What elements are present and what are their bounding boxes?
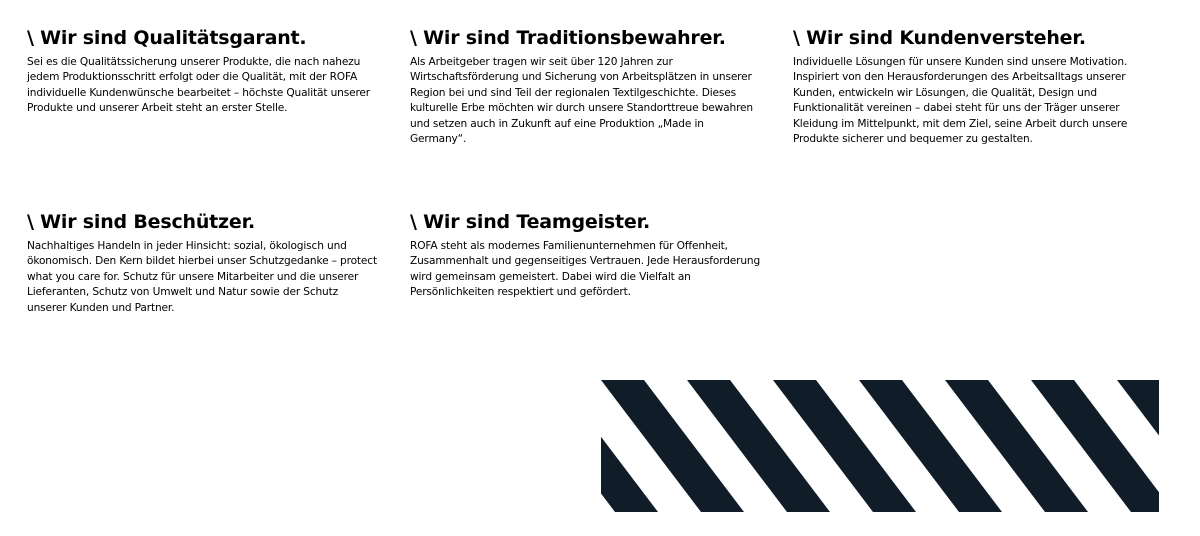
value-title-tradition: \ Wir sind Traditionsbewahrer. — [410, 27, 726, 49]
value-title-team: \ Wir sind Teamgeister. — [410, 211, 651, 233]
value-block-protector — [27, 210, 379, 316]
value-block-customer — [793, 26, 1145, 147]
value-text-protector: Nachhaltiges Handeln in jeder Hinsicht: sozial, ökologisch und ökonomisch. Den Kern bildet hierbei unser Schutzgedanke – protect what you care for. Schutz für unsere Mitarbeiter und die unserer Lieferanten, Schutz von Umwelt und Natur sowie der Schutz unserer Kunden und Partner. — [27, 240, 377, 314]
value-title-quality: \ Wir sind Qualitätsgarant. — [27, 27, 307, 49]
diagonal-stripe-graphic — [601, 380, 1159, 512]
value-title-protector: \ Wir sind Beschützer. — [27, 211, 256, 233]
value-block-tradition — [410, 26, 762, 147]
value-title-customer: \ Wir sind Kundenversteher. — [793, 27, 1086, 49]
stripe-svg — [601, 380, 1159, 512]
value-text-tradition: Als Arbeitgeber tragen wir seit über 120 Jahren zur Wirtschaftsförderung und Sicherung von Arbeitsplätzen in unserer Region bei und sind Teil der regionalen Textilgeschichte. Dieses kulturelle Erbe möchten wir durch unsere Standorttreue bewahren und setzen auch in Zukunft auf eine Produktion „Made in Germany“. — [410, 56, 753, 146]
value-text-customer: Individuelle Lösungen für unsere Kunden sind unsere Motivation. Inspiriert von den Herausforderungen des Arbeitsalltags unserer Kunden, entwickeln wir Lösungen, die Qualität, Design und Funktionalität vereinen – dabei steht für uns der Träger unserer Kleidung im Mittelpunkt, mit dem Ziel, seine Arbeit durch unsere Produkte sicherer und bequemer zu gestalten. — [793, 56, 1128, 146]
value-text-quality: Sei es die Qualitätssicherung unserer Produkte, die nach nahezu jedem Produktionsschritt erfolgt oder die Qualität, mit der ROFA individuelle Kundenwünsche bearbeitet – höchste Qualität unserer Produkte und unserer Arbeit steht an erster Stelle. — [27, 56, 370, 115]
value-block-quality — [27, 26, 379, 117]
value-text-team: ROFA steht als modernes Familienunternehmen für Offenheit, Zusammenhalt und gegenseitiges Vertrauen. Jede Herausforderung wird gemeinsam gemeistert. Dabei wird die Vielfalt an Persönlichkeiten respektiert und gefördert. — [410, 240, 761, 299]
value-block-team — [410, 210, 762, 301]
